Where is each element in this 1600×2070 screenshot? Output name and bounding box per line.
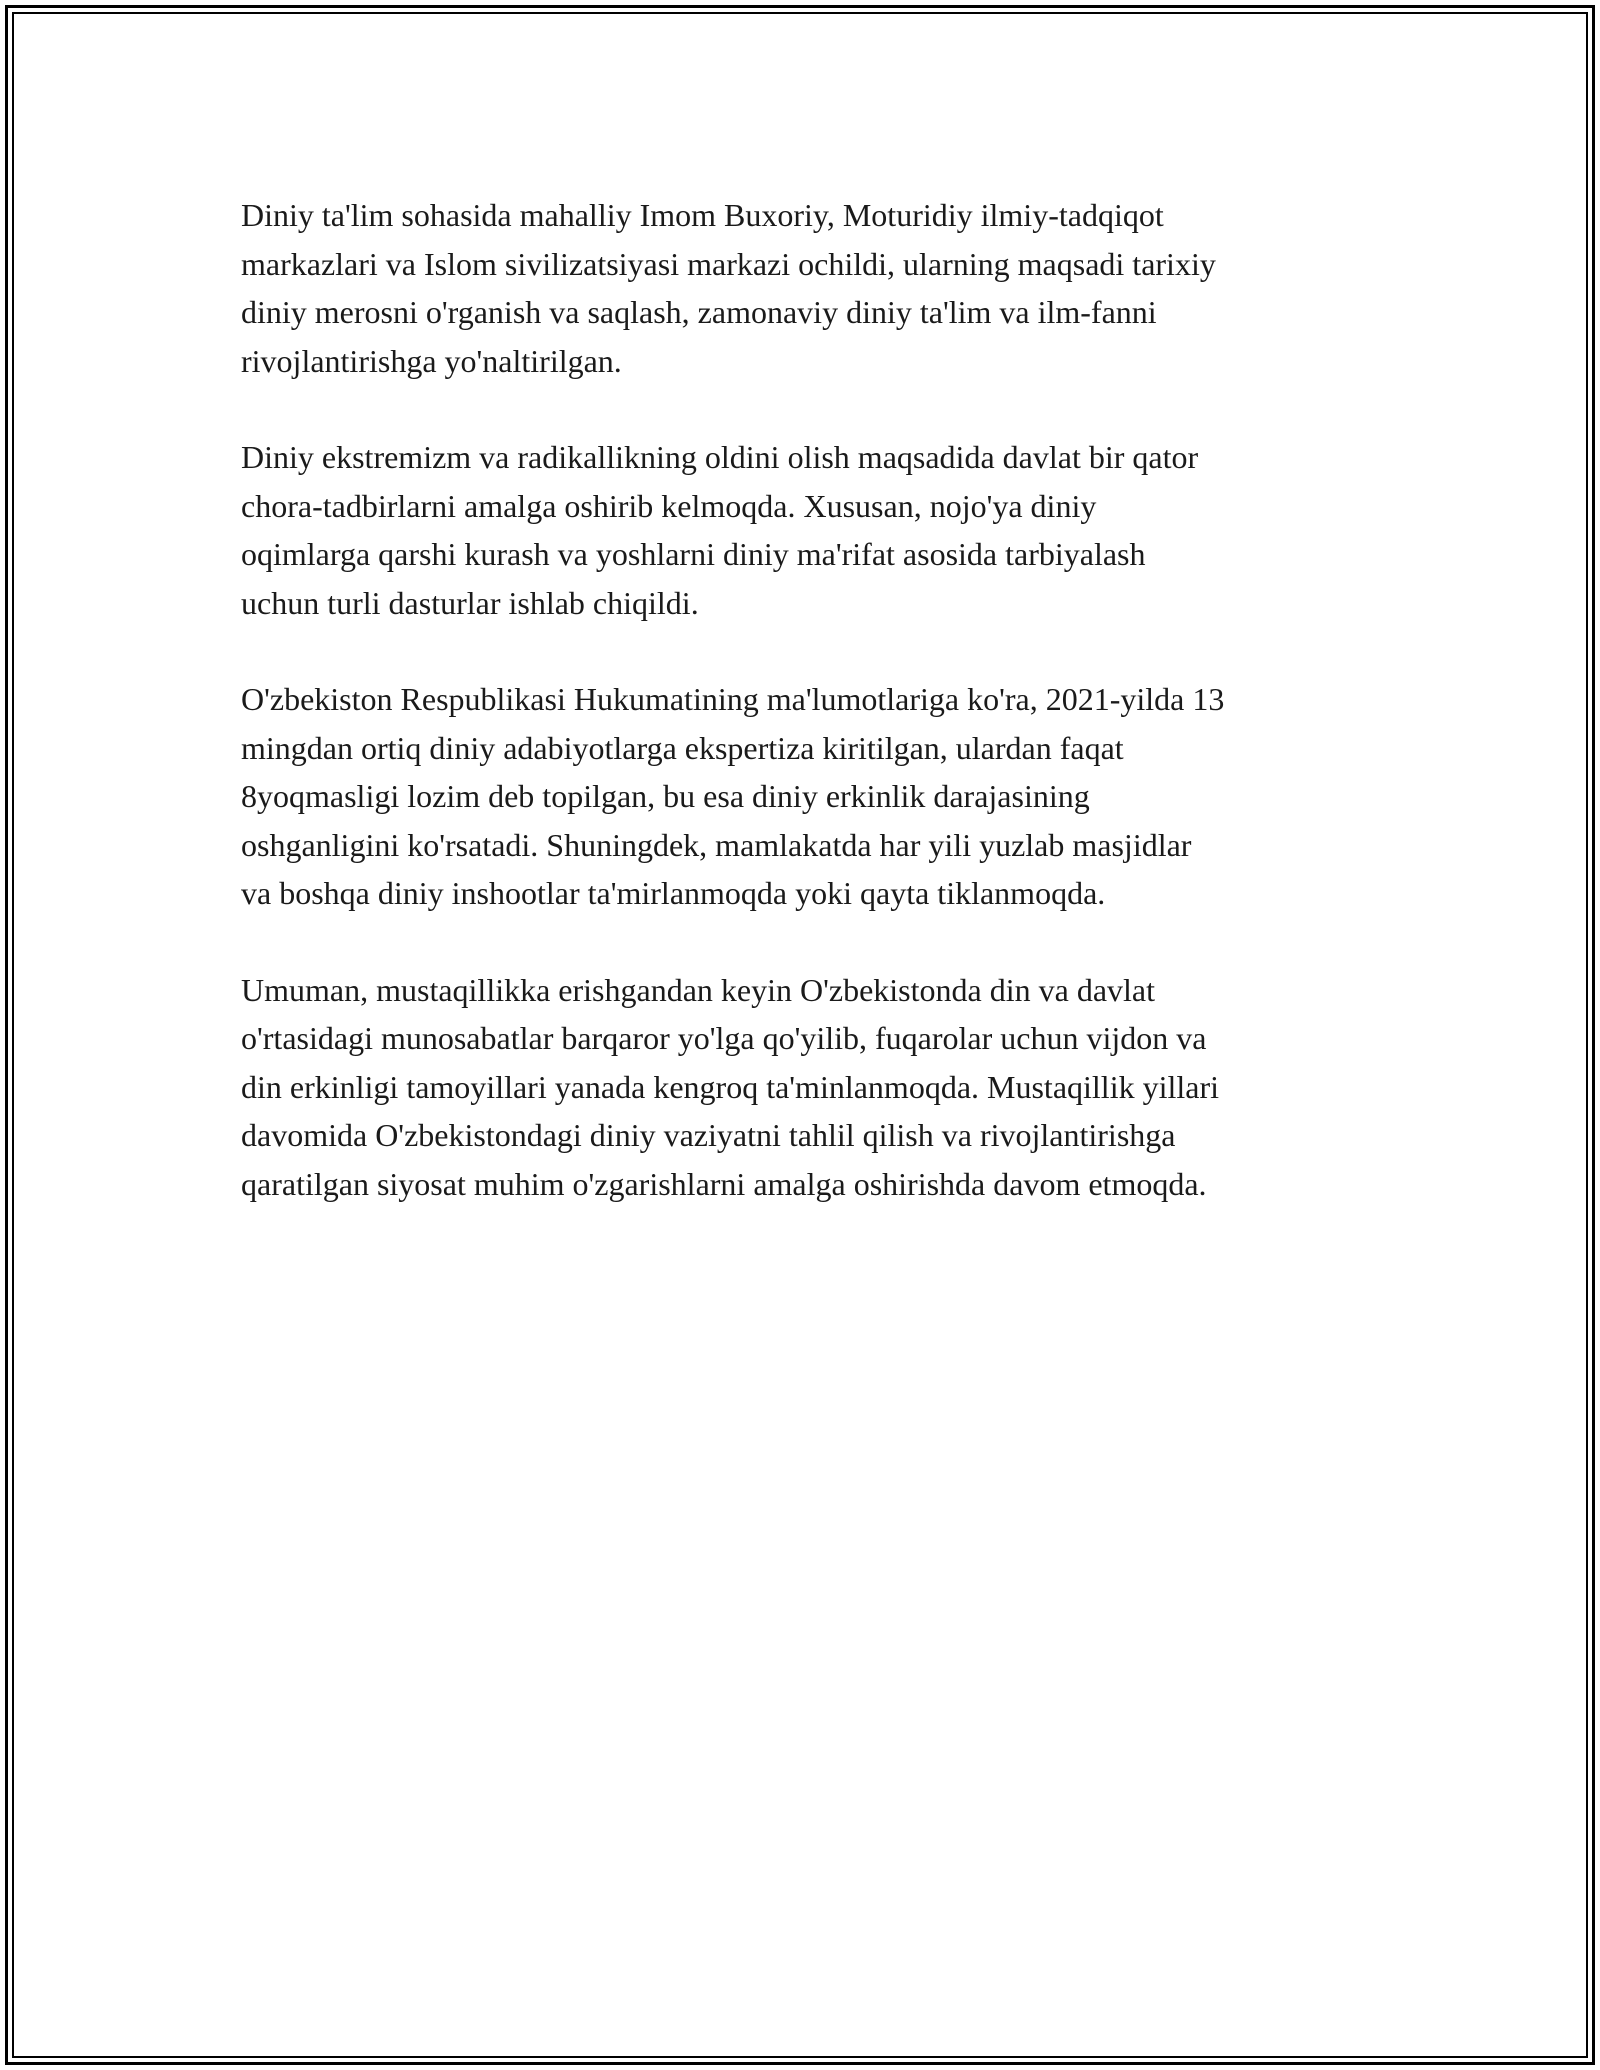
paragraph-3 xyxy=(241,675,1381,918)
text-line: rivojlantirishga yo'naltirilgan. xyxy=(241,342,622,379)
text-line: uchun turli dasturlar ishlab chiqildi. xyxy=(241,584,699,621)
text-line: Diniy ekstremizm va radikallikning oldini olish maqsadida davlat bir qator xyxy=(241,439,1199,475)
text-line: O'zbekiston Respublikasi Hukumatining ma'lumotlariga ko'ra, 2021-yilda 13 xyxy=(241,681,1225,717)
text-line: din erkinligi tamoyillari yanada kengroq ta'minlanmoqda. Mustaqillik yillari xyxy=(241,1068,1219,1105)
paragraph-1 xyxy=(241,191,1381,385)
paragraph-2 xyxy=(241,433,1381,627)
text-line: mingdan ortiq diniy adabiyotlarga ekspertiza kiritilgan, ulardan faqat xyxy=(241,729,1124,766)
text-line: Diniy ta'lim sohasida mahalliy Imom Buxoriy, Moturidiy ilmiy-tadqiqot xyxy=(241,197,1164,233)
text-line: oshganligini ko'rsatadi. Shuningdek, mamlakatda har yili yuzlab masjidlar xyxy=(241,826,1192,863)
text-line: diniy merosni o'rganish va saqlash, zamonaviy diniy ta'lim va ilm-fanni xyxy=(241,294,1157,330)
page-frame xyxy=(5,5,1595,2065)
text-line: o'rtasidagi munosabatlar barqaror yo'lga qo'yilib, fuqarolar uchun vijdon va xyxy=(241,1020,1207,1056)
text-line: va boshqa diniy inshootlar ta'mirlanmoqda yoki qayta tiklanmoqda. xyxy=(241,875,1106,911)
text-line: 8yoqmasligi lozim deb topilgan, bu esa diniy erkinlik darajasining xyxy=(241,778,1090,814)
paragraph-4 xyxy=(241,966,1381,1209)
text-line: qaratilgan siyosat muhim o'zgarishlarni amalga oshirishda davom etmoqda. xyxy=(241,1165,1207,1202)
text-line: markazlari va Islom sivilizatsiyasi markazi ochildi, ularning maqsadi tarixiy xyxy=(241,245,1216,282)
text-line: chora-tadbirlarni amalga oshirib kelmoqda. Xususan, nojo'ya diniy xyxy=(241,487,1097,524)
text-line: davomida O'zbekistondagi diniy vaziyatni tahlil qilish va rivojlantirishga xyxy=(241,1117,1176,1153)
text-line: Umuman, mustaqillikka erishgandan keyin O'zbekistonda din va davlat xyxy=(241,971,1155,1008)
text-line: oqimlarga qarshi kurash va yoshlarni diniy ma'rifat asosida tarbiyalash xyxy=(241,536,1146,572)
document-body xyxy=(241,191,1381,1256)
